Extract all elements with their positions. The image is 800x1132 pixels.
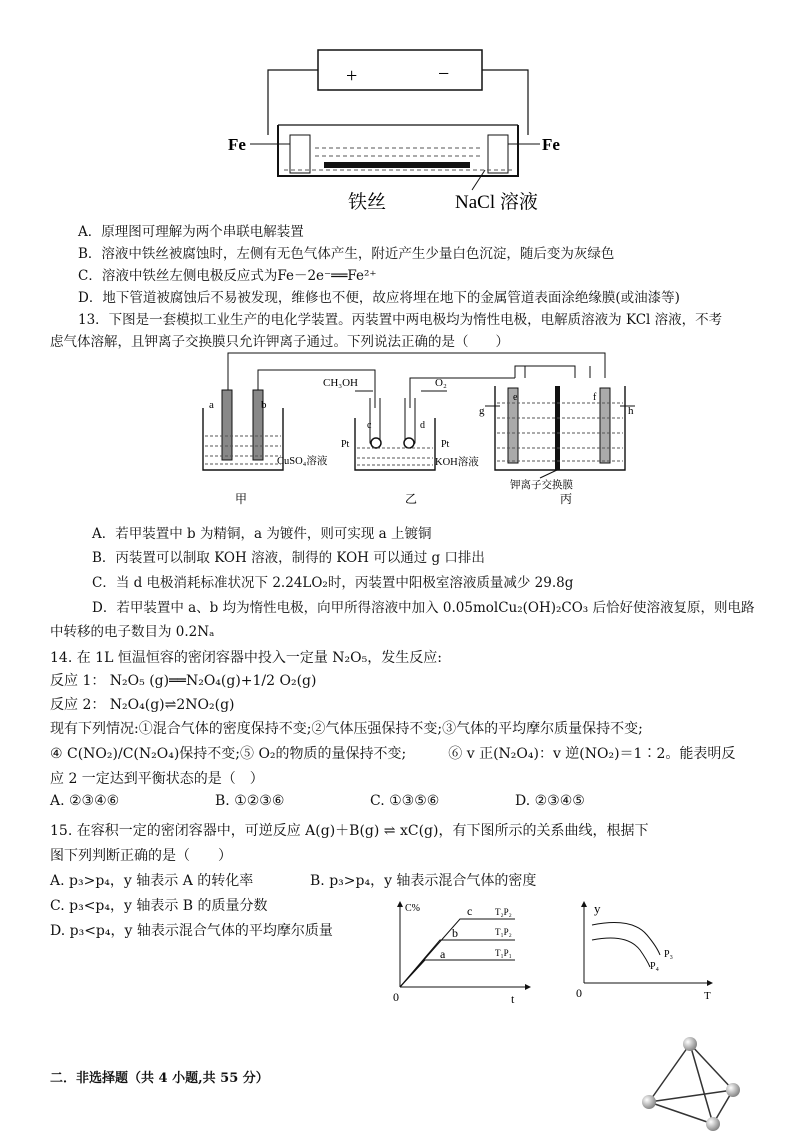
- koh-solution-label: KOH溶液: [435, 457, 479, 468]
- q14-stem: 14. 在 1L 恒温恒容的密闭容器中投入一定量 N₂O₅，发生反应:: [50, 650, 442, 666]
- g1-ylabel: C%: [405, 903, 420, 914]
- q14-conditions-1: 现有下列情况:①混合气体的密度保持不变;②气体压强保持不变;③气体的平均摩尔质量保持不变;: [50, 721, 643, 737]
- q14-reaction-1: 反应 1： N₂O₅ (g)══N₂O₄(g)+1/2 O₂(g): [50, 673, 317, 689]
- q15-option-a: A. p₃>p₄，y 轴表示 A 的转化率: [50, 873, 254, 889]
- fe-right-label: Fe: [542, 135, 560, 154]
- q15-option-b: B. p₃>p₄，y 轴表示混合气体的密度: [310, 873, 537, 889]
- q13-option-a: A．若甲装置中 b 为精铜，a 为镀件，则可实现 a 上镀铜: [92, 526, 432, 542]
- inlet-h-label: h: [628, 405, 634, 417]
- g1-curve-a-label: a: [440, 947, 446, 961]
- electrode-c-label: c: [367, 420, 372, 431]
- cuso4-solution-label: CuSO₄溶液: [277, 456, 328, 467]
- electrode-b-label: b: [261, 399, 267, 411]
- electrode-d-label: d: [420, 420, 425, 431]
- q12-electrolysis-figure: [220, 40, 580, 220]
- q13-option-d: D．若甲装置中 a、b 均为惰性电极，向甲所得溶液中加入 0.05molCu₂(OH)₂CO₃ 后恰好使溶液复原，则电路: [92, 600, 755, 616]
- q13-option-c: C．当 d 电极消耗标准状况下 2.24LO₂时，丙装置中阳极室溶液质量减少 29.8g: [92, 575, 574, 591]
- g2-ylabel: y: [594, 901, 601, 916]
- q15-option-c: C. p₃<p₄，y 轴表示 B 的质量分数: [50, 898, 268, 914]
- q14-option-d: D. ②③④⑤: [515, 793, 585, 809]
- iron-wire-label: 铁丝: [348, 192, 387, 213]
- q12-option-d: D．地下管道被腐蚀后不易被发现，维修也不便，故应将埋在地下的金属管道表面涂绝缘膜(或油漆等): [78, 290, 680, 306]
- q15-stem-line1: 15. 在容积一定的密闭容器中，可逆反应 A(g)＋B(g) ⇌ xC(g)，有下图所示的关系曲线，根据下: [50, 823, 649, 839]
- pt-right-label: Pt: [441, 439, 450, 450]
- q13-option-b: B．丙装置可以制取 KOH 溶液，制得的 KOH 可以通过 g 口排出: [92, 550, 485, 566]
- electrode-e-label: e: [513, 392, 518, 403]
- q14-conditions-2: ④ C(NO₂)/C(N₂O₄)保持不变;⑤ O₂的物质的量保持不变; ⑥ v 正(N₂O₄)：v 逆(NO₂)＝1∶2。能表明反: [50, 746, 736, 762]
- q12-option-b: B．溶液中铁丝被腐蚀时，左侧有无色气体产生，附近产生少量白色沉淀，随后变为灰绿色: [78, 246, 615, 262]
- membrane-label: 钾离子交换膜: [510, 480, 573, 491]
- q14-option-c: C. ①③⑤⑥: [370, 793, 440, 809]
- g1-label-t1p1: T₁P₁: [495, 948, 512, 958]
- positive-terminal: +: [346, 65, 358, 87]
- apparatus-yi-label: 乙: [405, 492, 418, 506]
- apparatus-bing-label: 丙: [560, 492, 573, 506]
- g1-curve-b-label: b: [452, 926, 458, 940]
- q15-stem-line2: 图下列判断正确的是（ ）: [50, 848, 232, 864]
- g1-label-t1p2: T₁P₂: [495, 927, 512, 937]
- q13-option-d-cont: 中转移的电子数目为 0.2Nₐ: [50, 624, 215, 640]
- q14-reaction-2: 反应 2： N₂O₄(g)⇌2NO₂(g): [50, 697, 235, 713]
- electrode-a-label: a: [209, 399, 214, 411]
- q15-graph-concentration-time: [385, 895, 535, 1005]
- g1-xlabel: t: [511, 992, 515, 1005]
- q13-stem-line1: 13．下图是一套模拟工业生产的电化学装置。丙装置中两电极均为惰性电极，电解质溶液为 KCl 溶液，不考: [78, 312, 723, 328]
- q14-option-a: A. ②③④⑥: [50, 793, 120, 809]
- fe-left-label: Fe: [228, 135, 246, 154]
- q13-stem-line2: 虑气体溶解，且钾离子交换膜只允许钾离子通过。下列说法正确的是（ ）: [50, 334, 509, 350]
- g2-origin: 0: [576, 986, 582, 1000]
- apparatus-jia-label: 甲: [235, 492, 248, 506]
- g2-p3-label: P₃: [664, 949, 674, 960]
- g2-p4-label: P₄: [650, 961, 660, 972]
- electrode-f-label: f: [593, 392, 597, 403]
- q13-apparatus-figure: [195, 348, 645, 510]
- q12-option-c: C．溶液中铁丝左侧电极反应式为Fe－2e⁻══Fe²⁺: [78, 268, 377, 284]
- q15-graph-y-temperature: [572, 895, 722, 1005]
- pt-left-label: Pt: [341, 439, 350, 450]
- q15-option-d: D. p₃<p₄，y 轴表示混合气体的平均摩尔质量: [50, 923, 333, 939]
- g1-label-t2p2: T₂P₂: [495, 907, 512, 917]
- oxygen-label: O₂: [435, 377, 447, 389]
- q12-option-a: A．原理图可理解为两个串联电解装置: [78, 224, 304, 240]
- outlet-g-label: g: [479, 405, 485, 417]
- section-2-heading: 二．非选择题（共 4 小题,共 55 分）: [50, 1071, 269, 1086]
- q14-option-b: B. ①②③⑥: [215, 793, 285, 809]
- nacl-solution-label: NaCl 溶液: [455, 192, 538, 213]
- tetrahedron-molecule-figure: [635, 1030, 750, 1132]
- g2-xlabel: T: [704, 990, 711, 1002]
- negative-terminal: −: [438, 63, 450, 85]
- q14-conditions-3: 应 2 一定达到平衡状态的是（ ）: [50, 771, 264, 787]
- methanol-label: CH₃OH: [323, 377, 359, 389]
- g1-curve-c-label: c: [467, 904, 473, 918]
- g1-origin: 0: [393, 990, 399, 1004]
